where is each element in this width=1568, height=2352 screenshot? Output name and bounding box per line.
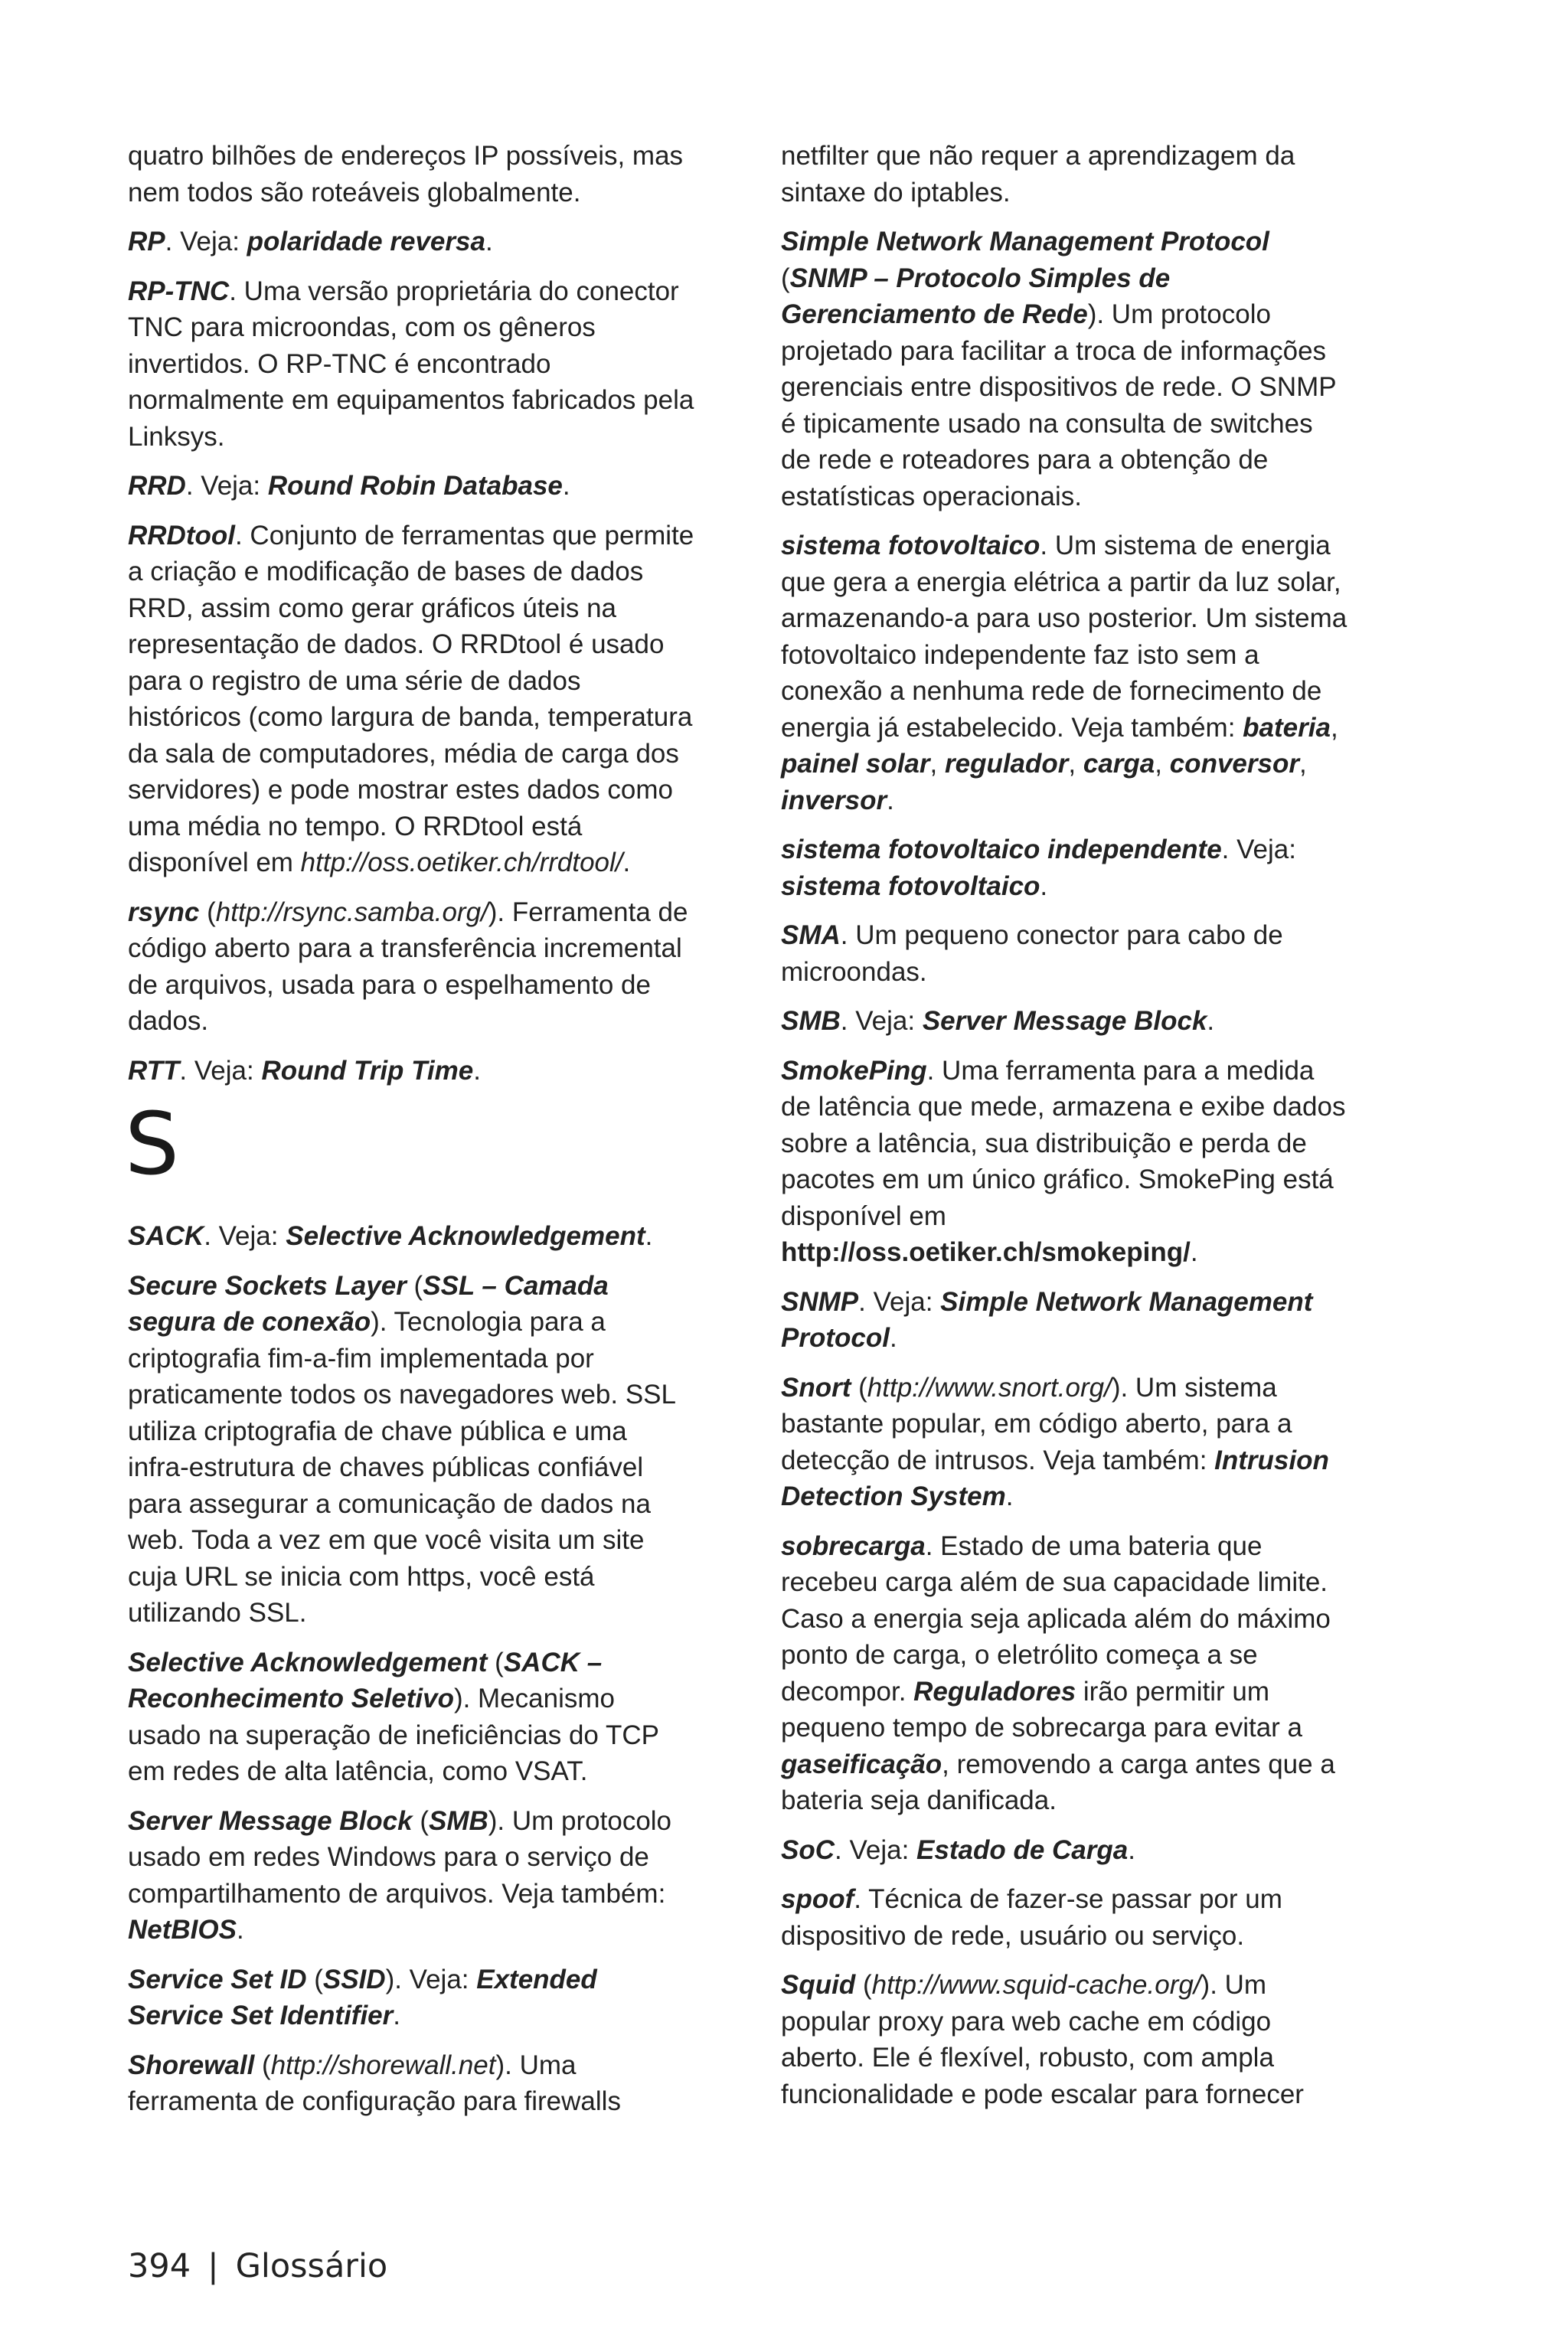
entry-text: . (887, 785, 894, 815)
entry-reference: SSL – Camada segura de conexão (128, 1270, 609, 1337)
entry-text: . (473, 1055, 481, 1086)
entry-text: . (622, 848, 631, 877)
entry-text: . Estado de uma bateria que recebeu carga além de sua capacidade limite. Caso a energia seja aplicada além do máximo ponto de carga, o eletrólito começa a se decompor. (781, 1530, 1331, 1707)
glossary-entry (781, 1284, 1348, 1357)
entry-text: ( (306, 1964, 323, 1994)
entry-text: ). Um protocolo usado em redes Windows para o serviço de compartilhamento de arquivos. Veja também: (128, 1805, 672, 1909)
entry-term: sistema fotovoltaico independente (781, 835, 1222, 864)
glossary-entry (781, 528, 1348, 818)
entry-text: . Técnica de fazer-se passar por um dispositivo de rede, usuário ou serviço. (781, 1884, 1282, 1951)
entry-term: Selective Acknowledgement (128, 1647, 488, 1677)
entry-term: sobrecarga (781, 1530, 926, 1561)
entry-url: http://shorewall.net (270, 2050, 496, 2080)
entry-text: ( (851, 1372, 867, 1403)
entry-text: ). Um sistema bastante popular, em código aberto, para a detecção de intrusos. Veja também: (781, 1372, 1292, 1475)
glossary-entry (781, 138, 1348, 211)
entry-term: Squid (781, 1970, 856, 2000)
entry-text: . (1128, 1834, 1135, 1865)
entry-reference: regulador (944, 749, 1069, 779)
entry-text: , (1298, 749, 1307, 779)
glossary-entry (128, 1962, 694, 2034)
entry-text: . (1190, 1237, 1198, 1267)
entry-text: . Um sistema de energia que gera a energia elétrica a partir da luz solar, armazenando-a para uso posterior. Um sistema fotovoltaico independente faz isto sem a conexão a nenhuma rede de fornecimento de energia já estabelecido. Veja também: (781, 531, 1348, 743)
entry-text: . Uma ferramenta para a medida de latência que mede, armazena e exibe dados sobre a latência, sua distribuição e perda de pacotes em um único gráfico. SmokePing está disponível em (781, 1055, 1346, 1231)
entry-reference: carga (1083, 749, 1155, 779)
entry-text: . (1005, 1481, 1014, 1511)
entry-text: . (889, 1323, 897, 1353)
glossary-entry (781, 917, 1348, 990)
entry-text: . (485, 227, 493, 256)
entry-term: rsync (128, 897, 200, 927)
entry-term: RP-TNC (128, 276, 230, 306)
entry-text: . Veja: (185, 471, 268, 501)
entry-term: SMB (781, 1006, 841, 1036)
glossary-entry (781, 224, 1348, 514)
entry-text: , (1330, 712, 1338, 743)
entry-text: ( (406, 1270, 423, 1301)
entry-term: Shorewall (128, 2050, 255, 2080)
footer-separator: | (207, 2247, 219, 2285)
entry-text: . (236, 1915, 244, 1945)
entry-text: ( (199, 897, 216, 927)
section-letter: S (125, 1095, 180, 1194)
entry-text: ). Um popular proxy para web cache em código aberto. Ele é flexível, robusto, com ampla funcionalidade e pode escalar para fornecer (781, 1970, 1304, 2109)
entry-text: . Veja: (165, 227, 247, 256)
entry-url: http://www.squid-cache.org/ (871, 1970, 1201, 2000)
glossary-entry (128, 1268, 694, 1632)
entry-text: ( (855, 1970, 872, 2000)
entry-text: ). Veja: (385, 1964, 477, 1994)
entry-reference: polaridade reversa (247, 227, 485, 256)
entry-text: . Veja: (835, 1834, 917, 1865)
entry-text: . (1040, 871, 1048, 901)
page-number: 394 (128, 2247, 191, 2285)
entry-term: RRDtool (128, 520, 235, 550)
glossary-entry (128, 894, 694, 1040)
entry-reference: SACK – Reconhecimento Seletivo (128, 1647, 603, 1713)
entry-text: . Veja: (858, 1286, 941, 1317)
entry-term: spoof (781, 1884, 854, 1914)
entry-term: SMA (781, 920, 841, 950)
entry-url: http://oss.oetiker.ch/smokeping/ (781, 1237, 1191, 1267)
entry-text: ( (254, 2050, 271, 2080)
glossary-entry (128, 518, 694, 881)
page-footer (128, 2247, 387, 2285)
glossary-entry (781, 1003, 1348, 1040)
entry-text: , (1155, 749, 1170, 779)
glossary-entry (128, 224, 694, 260)
entry-text: ). Mecanismo usado na superação de ineficiências do TCP em redes de alta latência, como VSAT. (128, 1684, 659, 1786)
entry-reference: bateria (1243, 712, 1331, 743)
entry-text: . Uma versão proprietária do conector TNC para microondas, com os gêneros invertidos. O RP-TNC é encontrado normalmente em equipamentos fabricados pela Linksys. (128, 276, 694, 452)
entry-text: ( (781, 263, 790, 293)
entry-reference: Intrusion Detection System (781, 1445, 1329, 1511)
entry-term: Snort (781, 1372, 851, 1403)
glossary-entry (781, 1053, 1348, 1271)
entry-text: ). Ferramenta de código aberto para a transferência incremental de arquivos, usada para o espelhamento de dados. (128, 897, 688, 1036)
glossary-entry (781, 1881, 1348, 1954)
entry-text: . Conjunto de ferramentas que permite a criação e modificação de bases de dados RRD, assim como gerar gráficos úteis na representação de dados. O RRDtool é usado para o registro de uma série de dados históricos (como largura de banda, temperatura da sala de computadores, média de carga dos servidores) e pode mostrar estes dados como uma média no tempo. O RRDtool está disponível em (128, 520, 694, 877)
entry-term: SACK (128, 1221, 204, 1251)
entry-text: . Veja: (204, 1221, 286, 1251)
entry-text: , (1068, 749, 1083, 779)
glossary-entry (781, 1967, 1348, 2112)
entry-reference: Selective Acknowledgement (286, 1221, 645, 1251)
glossary-entry (128, 1053, 694, 1089)
entry-text: . Um pequeno conector para cabo de microondas. (781, 920, 1283, 987)
entry-text: . Veja: (1221, 835, 1296, 864)
entry-reference: inversor (781, 785, 887, 815)
entry-term: sistema fotovoltaico (781, 531, 1040, 560)
entry-reference: sistema fotovoltaico (781, 871, 1040, 901)
glossary-entry (128, 1218, 694, 1255)
glossary-entry (781, 831, 1348, 904)
entry-text: , removendo a carga antes que a bateria seja danificada. (781, 1749, 1335, 1815)
entry-text: irão permitir um pequeno tempo de sobrecarga para evitar a (781, 1676, 1303, 1743)
entry-reference: Simple Network Management Protocol (781, 1286, 1313, 1353)
entry-text: ). Um protocolo projetado para facilitar a troca de informações gerenciais entre dispositivos de rede. O SNMP é tipicamente usado na consulta de switches de rede e roteadores para a obtenção de estatísticas operacionais. (781, 299, 1336, 511)
glossary-entry (128, 273, 694, 456)
entry-reference: painel solar (781, 749, 930, 779)
entry-term: Secure Sockets Layer (128, 1270, 407, 1301)
glossary-column-left (125, 138, 694, 2133)
entry-reference: Round Robin Database (267, 471, 563, 501)
entry-term: SNMP (781, 1286, 859, 1317)
entry-reference: Estado de Carga (916, 1834, 1129, 1865)
entry-term: Simple Network Management Protocol (781, 227, 1269, 256)
entry-text: . (645, 1221, 653, 1251)
entry-reference: conversor (1169, 749, 1299, 779)
entry-term: RRD (128, 471, 186, 501)
entry-text: ( (412, 1805, 429, 1836)
entry-term: RTT (128, 1055, 180, 1086)
entry-url: http://www.snort.org/ (867, 1372, 1112, 1403)
entry-text: ). Tecnologia para a criptografia fim-a-fim implementada por praticamente todos os navegadores web. SSL utiliza criptografia de chave pública e uma infra-estrutura de chaves públicas confiável para assegurar a comunicação de dados na web. Toda a vez em que você visita um site cuja URL se inicia com https, você está utilizando SSL. (128, 1307, 675, 1628)
glossary-entry (128, 138, 694, 211)
entry-text: ). Uma ferramenta de configuração para firewalls (128, 2050, 621, 2116)
entry-reference: SSID (322, 1964, 386, 1994)
entry-text: quatro bilhões de endereços IP possíveis, mas nem todos são roteáveis globalmente. (128, 141, 684, 207)
entry-reference: gaseificação (781, 1749, 942, 1779)
entry-text: . (562, 471, 570, 501)
entry-reference: SMB (429, 1805, 488, 1836)
entry-text: . (393, 2001, 400, 2030)
glossary-entry (781, 1832, 1348, 1869)
entry-text: , (929, 749, 945, 779)
glossary-entry (781, 1528, 1348, 1819)
glossary-entry (128, 468, 694, 505)
entry-term: SmokePing (781, 1055, 927, 1086)
entry-reference: Reguladores (913, 1676, 1076, 1707)
entry-term: Server Message Block (128, 1805, 413, 1836)
entry-reference: Round Trip Time (261, 1055, 474, 1086)
glossary-column-right (781, 138, 1348, 2125)
entry-url: http://oss.oetiker.ch/rrdtool/ (300, 848, 623, 877)
entry-term: SoC (781, 1834, 835, 1865)
glossary-entry (128, 2047, 694, 2120)
entry-reference: SNMP – Protocolo Simples de Gerenciamento de Rede (781, 263, 1171, 329)
glossary-entry (128, 1645, 694, 1790)
entry-text: ( (487, 1647, 504, 1677)
entry-text: . (1207, 1006, 1215, 1036)
entry-reference: Extended Service Set Identifier (128, 1964, 597, 2030)
entry-url: http://rsync.samba.org/ (215, 897, 488, 927)
entry-reference: Server Message Block (922, 1006, 1207, 1036)
entry-term: Service Set ID (128, 1964, 307, 1994)
glossary-entry (781, 1370, 1348, 1515)
section-title: Glossário (235, 2247, 388, 2285)
entry-text: . Veja: (840, 1006, 923, 1036)
entry-text: netfilter que não requer a aprendizagem da sintaxe do iptables. (781, 141, 1295, 207)
entry-term: RP (128, 227, 165, 256)
entry-text: . Veja: (179, 1055, 262, 1086)
entry-reference: NetBIOS (128, 1915, 237, 1945)
glossary-entry (128, 1803, 694, 1949)
